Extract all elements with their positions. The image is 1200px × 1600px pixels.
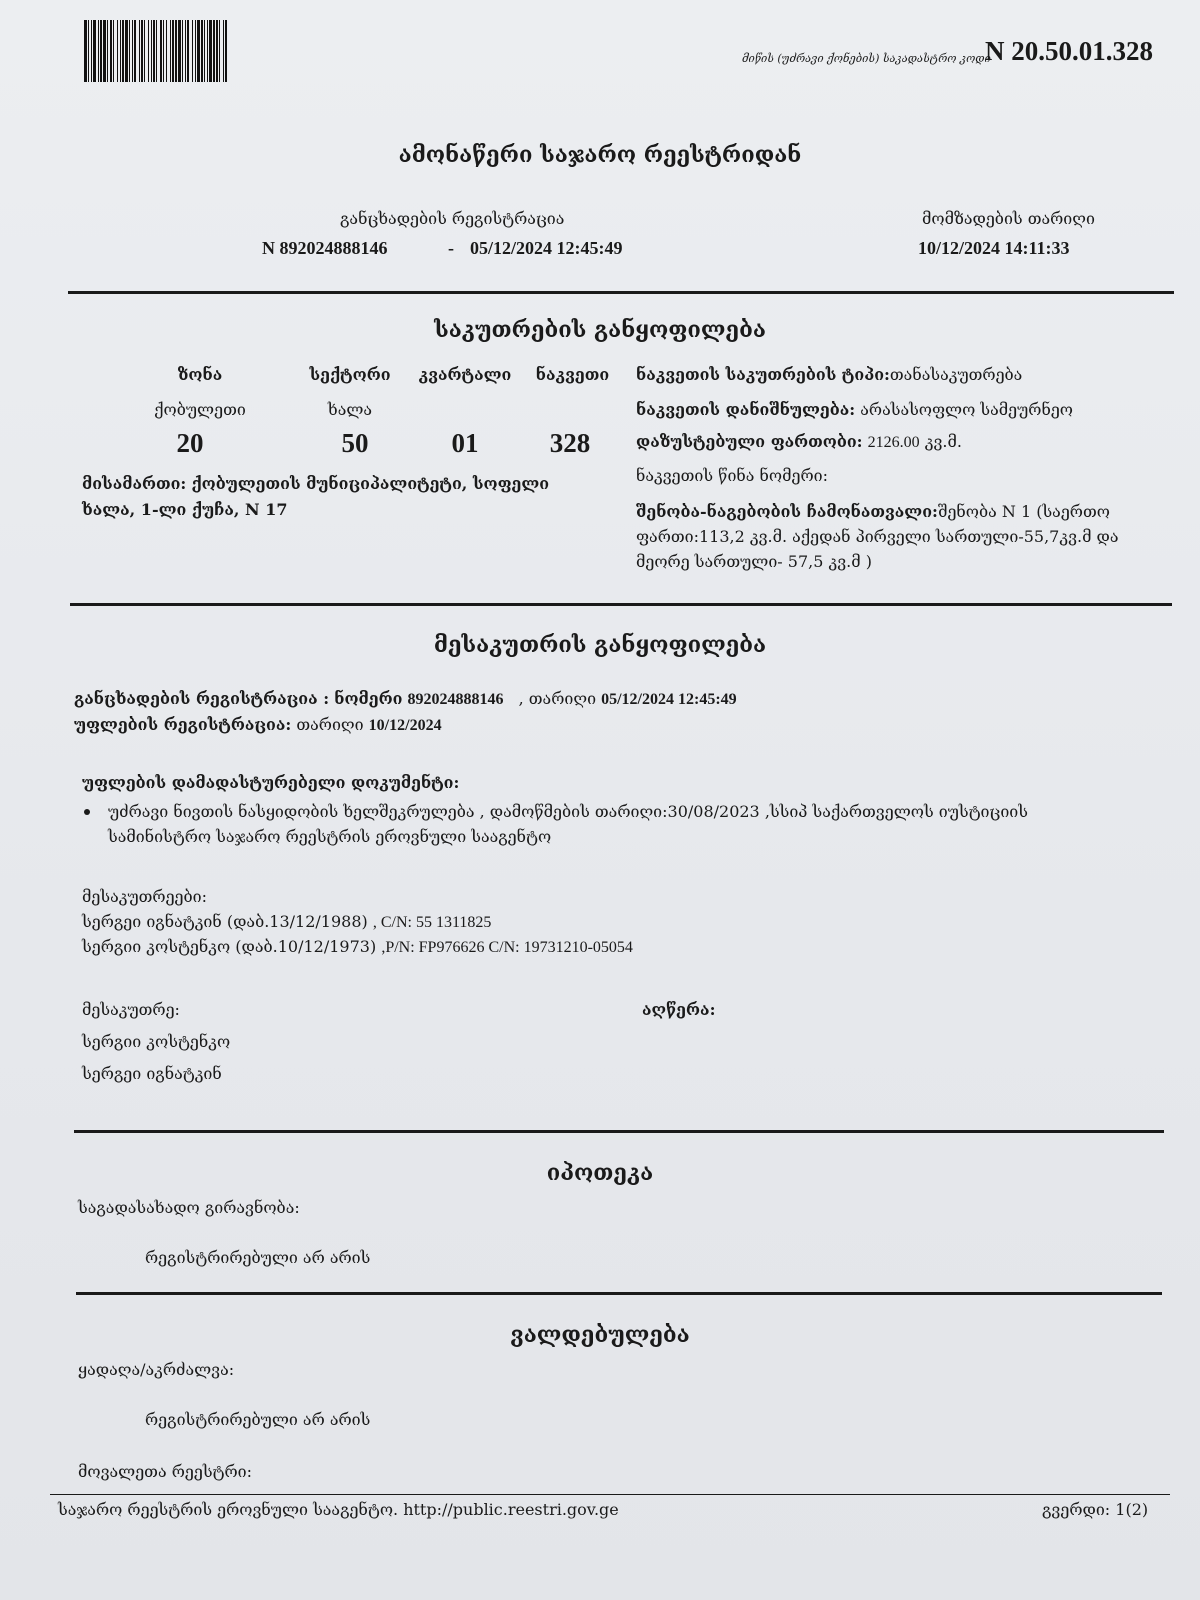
owner2-ids: ,P/N: FP976626 C/N: 19731210-05054 [381, 939, 633, 956]
barcode-bar [225, 20, 227, 82]
address [82, 474, 602, 493]
owner-list-2: სერგეი იგნატკინ [82, 1064, 222, 1083]
ownership-type-label: ნაკვეთის საკუთრების ტიპი: [636, 365, 890, 384]
owner1-ids: , C/N: 55 1311825 [372, 914, 492, 931]
right-document-line1: უძრავი ნივთის ნასყიდობის ხელშეკრულება , დამოწმების თარიღი:30/08/2023 ,სსიპ საქართველოს იუსტიციის [108, 802, 1028, 821]
barcode [84, 20, 504, 82]
mortgage-section-title: იპოთეკა [546, 1160, 654, 1186]
section-divider [70, 603, 1172, 606]
buildings-line3: მეორე სართული- 57,5 კვ.მ ) [636, 552, 872, 571]
cadastral-code-number: N 20.50.01.328 [985, 36, 1153, 66]
owner1-dob: (დაბ.13/12/1988) [226, 912, 368, 931]
previous-parcel-number-label: ნაკვეთის წინა ნომერი: [636, 466, 828, 485]
owner-label: მესაკუთრე: [82, 1000, 180, 1019]
section-divider [74, 1130, 1164, 1133]
sector-header: სექტორი [309, 365, 391, 384]
tax-lien-label: საგადასახადო გირავნობა: [78, 1198, 300, 1217]
owner-1 [82, 912, 491, 932]
footer-page-number: გვერდი: 1(2) [1042, 1500, 1149, 1519]
right-document-line2: სამინისტრო საჯარო რეესტრის ეროვნული სააგენტო [108, 827, 552, 846]
application-number: N 892024888146 [262, 238, 388, 258]
buildings-label: შენობა-ნაგებობის ჩამონათვალი: [636, 502, 938, 521]
buildings-text1: შენობა N 1 (საერთო [937, 502, 1110, 521]
right-date: 10/12/2024 [368, 717, 442, 734]
owner-application-registration [74, 689, 737, 709]
buildings-line1 [636, 502, 1110, 521]
ban-value: რეგისტრირებული არ არის [145, 1410, 371, 1429]
zone-code: 20 [176, 428, 204, 458]
parcel-area [636, 432, 962, 452]
sector-name: ხალა [327, 400, 373, 419]
application-registration-label: განცხადების რეგისტრაცია [340, 209, 565, 228]
tax-lien-value: რეგისტრირებული არ არის [145, 1248, 371, 1267]
section-divider [76, 1292, 1162, 1295]
owner-app-number-label: ნომერი [334, 689, 403, 708]
zone-name: ქობულეთი [154, 400, 246, 419]
zone-header: ზონა [177, 365, 223, 384]
ban-label: ყადაღა/აკრძალვა: [78, 1360, 235, 1379]
parcel-area-unit: კვ.მ. [924, 432, 962, 451]
parcel-purpose [636, 400, 1073, 419]
owner-app-date: 05/12/2024 12:45:49 [601, 691, 737, 708]
right-registration [74, 715, 442, 735]
address-line2: ხალა, 1-ლი ქუჩა, N 17 [82, 500, 288, 519]
property-section-title: საკუთრების განყოფილება [434, 317, 766, 343]
address-line1: ქობულეთის მუნიციპალიტეტი, სოფელი [191, 474, 550, 493]
owner-2 [82, 937, 633, 957]
footer-agency: საჯარო რეესტრის ეროვნული სააგენტო. http://public.reestri.gov.ge [58, 1500, 619, 1519]
prepared-date-label: მომზადების თარიღი [922, 209, 1095, 228]
address-label: მისამართი: [82, 474, 187, 493]
right-reg-label: უფლების რეგისტრაცია: [74, 715, 292, 734]
sector-code: 50 [341, 428, 369, 458]
footer-divider [50, 1494, 1170, 1495]
quarter-code: 01 [451, 428, 479, 458]
parcel-header: ნაკვეთი [535, 365, 610, 384]
quarter-header: კვარტალი [418, 365, 512, 384]
owner-section-title: მესაკუთრის განყოფილება [433, 632, 767, 658]
application-separator: - [448, 238, 454, 258]
section-divider [68, 291, 1174, 294]
owner-list-1: სერგიი კოსტენკო [82, 1032, 231, 1051]
owner-app-number: 892024888146 [407, 691, 504, 708]
obligation-section-title: ვალდებულება [510, 1322, 690, 1348]
ownership-type [636, 365, 1022, 384]
parcel-purpose-value: არასასოფლო სამეურნეო [860, 400, 1073, 419]
owner2-name: სერგიი კოსტენკო [82, 937, 231, 956]
description-label: აღწერა: [642, 1000, 716, 1019]
parcel-area-value: 2126.00 [867, 434, 920, 451]
right-document-label: უფლების დამადასტურებელი დოკუმენტი: [82, 773, 460, 792]
prepared-datetime: 10/12/2024 14:11:33 [918, 238, 1070, 258]
application-datetime: 05/12/2024 12:45:49 [470, 238, 623, 258]
parcel-area-label: დაზუსტებული ფართობი: [636, 432, 863, 451]
ownership-type-value: თანასაკუთრება [889, 365, 1023, 384]
owners-label: მესაკუთრეები: [82, 887, 207, 906]
document-title: ამონაწერი საჯარო რეესტრიდან [398, 142, 802, 168]
parcel-purpose-label: ნაკვეთის დანიშნულება: [636, 400, 856, 419]
owner1-name: სერგეი იგნატკინ [82, 912, 222, 931]
right-date-label: თარიღი [296, 715, 364, 734]
cadastral-code-label: მიწის (უძრავი ქონების) საკადასტრო კოდი [742, 52, 991, 65]
bullet-icon [84, 809, 90, 815]
debtors-registry-label: მოვალეთა რეესტრი: [78, 1462, 253, 1481]
buildings-line2: ფართი:113,2 კვ.მ. აქედან პირველი სართული-55,7კვ.მ და [636, 527, 1119, 546]
owner-app-date-label: , თარიღი [518, 689, 597, 708]
owner-app-reg-label: განცხადების რეგისტრაცია : [74, 689, 330, 708]
owner2-dob: (დაბ.10/12/1973) [235, 937, 377, 956]
parcel-code: 328 [549, 428, 591, 458]
